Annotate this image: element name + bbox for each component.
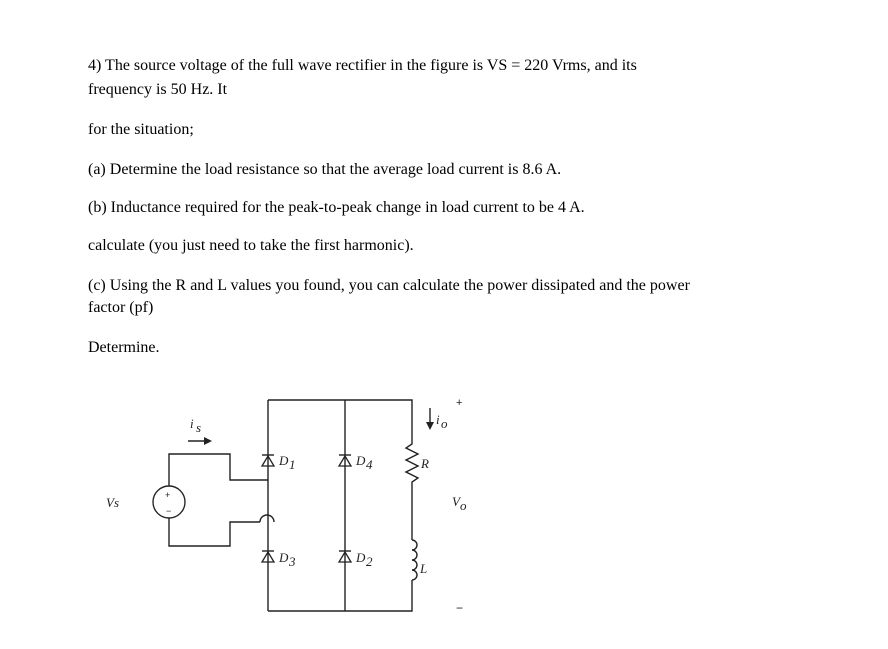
diode-d1-subscript: 1 <box>289 457 296 472</box>
bridge-wires <box>268 400 412 611</box>
part-b-continuation: calculate (you just need to take the first harmonic). <box>88 237 414 254</box>
part-c-text: (c) Using the R and L values you found, you can calculate the power dissipated and the power <box>88 277 690 294</box>
output-voltage-subscript: o <box>460 498 467 513</box>
diode-d2-label: D <box>356 550 366 565</box>
diode-d3-subscript: 3 <box>289 554 296 569</box>
diode-d4-label: D <box>356 453 366 468</box>
source-current-arrow <box>188 437 212 445</box>
source-minus: − <box>166 506 172 516</box>
source-current-subscript: s <box>196 420 202 435</box>
diode-d1-label: D <box>279 453 289 468</box>
determine-text: Determine. <box>88 339 160 356</box>
question-line-3: for the situation; <box>88 121 194 138</box>
resistor <box>406 430 418 540</box>
inductor-label: L <box>420 561 428 576</box>
load-current-label: i <box>436 412 440 427</box>
question-line-1: 4) The source voltage of the full wave rectifier in the figure is VS = 220 Vrms, and its <box>88 57 637 74</box>
source-plus: + <box>165 490 171 500</box>
output-plus: + <box>456 397 463 409</box>
diode-d2-subscript: 2 <box>366 554 373 569</box>
ac-source <box>153 486 185 518</box>
resistor-label: R <box>421 456 429 471</box>
question-line-2: frequency is 50 Hz. It <box>88 81 228 98</box>
source-voltage-label: Vs <box>106 495 119 510</box>
part-b-text: (b) Inductance required for the peak-to-peak change in load current to be 4 A. <box>88 199 585 216</box>
part-a-text: (a) Determine the load resistance so that the average load current is 8.6 A. <box>88 161 562 178</box>
output-minus: − <box>456 601 464 615</box>
load-current-subscript: o <box>441 416 448 431</box>
load-current-arrow <box>426 408 434 430</box>
source-current-label: i <box>190 416 194 431</box>
diode-d4-subscript: 4 <box>366 457 373 472</box>
part-c-continuation: factor (pf) <box>88 299 154 316</box>
output-voltage-label: V <box>452 494 460 509</box>
inductor <box>412 540 417 590</box>
diode-d3-label: D <box>279 550 289 565</box>
